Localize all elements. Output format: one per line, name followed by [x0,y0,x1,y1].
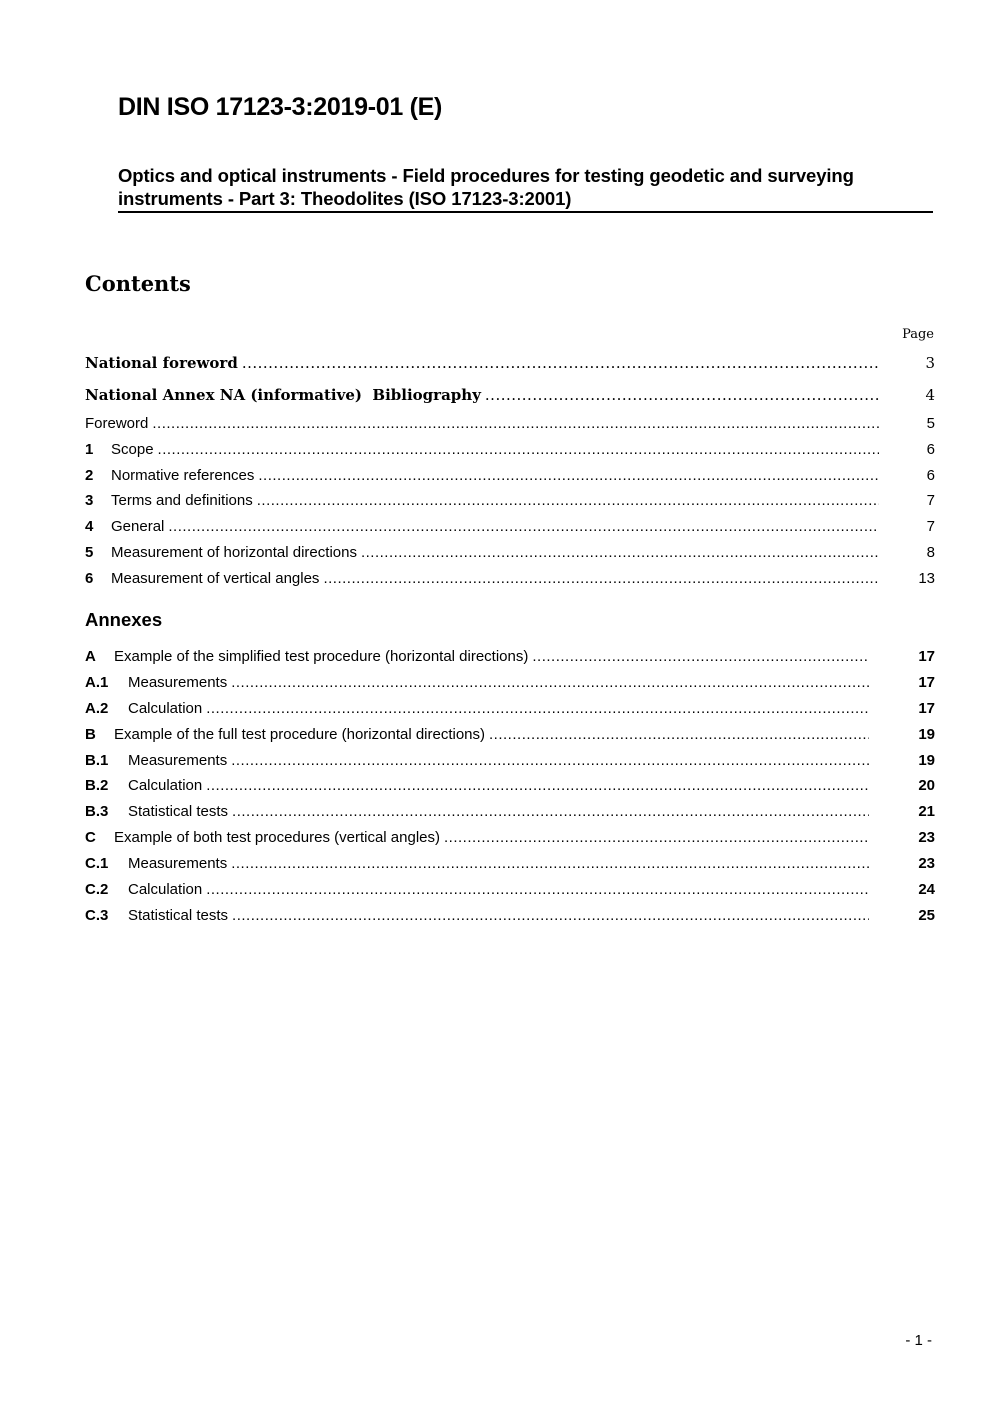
toc-entry-number: B.3 [85,803,109,820]
toc-entry-title: Calculation [128,700,203,717]
toc-entry-annex-c3[interactable] [85,905,935,927]
toc-entry-section-5[interactable] [85,542,935,564]
toc-leader [206,775,869,797]
annexes-heading: Annexes [85,609,163,630]
toc-entry-title: General [111,518,165,535]
toc-entry-page: 23 [918,855,935,872]
toc-leader [532,646,869,668]
toc-entry-national-foreword[interactable] [85,352,935,374]
document-id: DIN ISO 17123-3:2019-01 (E) [118,93,443,121]
toc-entry-title: Calculation [128,777,203,794]
subtitle-line-2: instruments - Part 3: Theodolites (ISO 17123-3:2001) [118,188,572,209]
toc-entry-section-3[interactable] [85,490,935,512]
toc-leader [489,724,869,746]
document-subtitle [118,164,933,213]
toc-entry-page: 6 [926,467,935,484]
toc-entry-number: 5 [85,544,94,561]
toc-leader [231,750,869,772]
toc-entry-annex-b[interactable] [85,724,935,746]
toc-entry-annex-a[interactable] [85,646,935,668]
toc-leader [242,352,879,374]
toc-entry-title: Measurement of vertical angles [111,570,320,587]
toc-entry-number: C.1 [85,855,109,872]
toc-leader [258,465,879,487]
toc-entry-number: 2 [85,467,94,484]
toc-entry-title: Terms and definitions [111,492,253,509]
toc-entry-page: 23 [918,829,935,846]
toc-entry-title: Normative references [111,467,255,484]
subtitle-line-1: Optics and optical instruments - Field procedures for testing geodetic and surveying [118,165,854,186]
page-number: - 1 - [905,1332,932,1349]
toc-entry-title: Measurements [128,674,228,691]
toc-entry-page: 21 [918,803,935,820]
toc-entry-national-annex[interactable] [85,384,935,406]
toc-entry-title: Example of the simplified test procedure (horizontal directions) [114,648,529,665]
toc-entry-number: A.1 [85,674,109,691]
toc-leader [232,801,869,823]
toc-entry-title: National Annex NA (informative) Bibliography [85,386,481,404]
toc-entry-number: 1 [85,441,94,458]
toc-leader [158,439,879,461]
toc-entry-section-4[interactable] [85,516,935,538]
toc-entry-number: 4 [85,518,94,535]
toc-entry-number: B [85,726,96,743]
toc-entry-title: Statistical tests [128,907,229,924]
toc-entry-number: A.2 [85,700,109,717]
toc-entry-title: Example of the full test procedure (horizontal directions) [114,726,486,743]
toc-entry-annex-c[interactable] [85,827,935,849]
toc-entry-page: 25 [918,907,935,924]
toc-leader [231,672,869,694]
toc-entry-number: B.2 [85,777,109,794]
toc-entry-title: Statistical tests [128,803,229,820]
toc-entry-page: 19 [918,726,935,743]
toc-entry-page: 5 [926,415,935,432]
toc-leader [231,853,869,875]
toc-entry-number: C [85,829,96,846]
toc-entry-page: 17 [918,648,935,665]
toc-entry-title: Measurements [128,855,228,872]
toc-entry-annex-b2[interactable] [85,775,935,797]
toc-entry-number: A [85,648,96,665]
toc-entry-annex-c1[interactable] [85,853,935,875]
toc-entry-title: Measurement of horizontal directions [111,544,357,561]
toc-entry-page: 8 [926,544,935,561]
toc-leader [323,568,879,590]
page-column-label: Page [902,327,934,342]
toc-entry-title: Scope [111,441,154,458]
toc-entry-annex-a1[interactable] [85,672,935,694]
toc-entry-page: 17 [918,674,935,691]
toc-entry-number: 3 [85,492,94,509]
toc-entry-title: Example of both test procedures (vertical angles) [114,829,440,846]
toc-entry-page: 7 [926,518,935,535]
toc-entry-page: 19 [918,752,935,769]
toc-entry-page: 7 [926,492,935,509]
toc-entry-page: 13 [918,570,935,587]
toc-entry-page: 4 [925,386,935,404]
toc-entry-page: 20 [918,777,935,794]
toc-leader [444,827,869,849]
toc-leader [206,698,869,720]
toc-entry-title: National foreword [85,354,238,372]
toc-leader [232,905,869,927]
toc-entry-number: 6 [85,570,94,587]
toc-entry-number: C.3 [85,907,109,924]
contents-heading: Contents [85,271,191,296]
toc-leader [361,542,879,564]
toc-leader [168,516,879,538]
toc-entry-foreword[interactable] [85,413,935,435]
toc-entry-title: Foreword [85,415,149,432]
toc-entry-number: B.1 [85,752,109,769]
toc-entry-page: 17 [918,700,935,717]
toc-entry-page: 24 [918,881,935,898]
toc-leader [485,384,879,406]
toc-entry-annex-a2[interactable] [85,698,935,720]
toc-entry-section-1[interactable] [85,439,935,461]
toc-entry-page: 6 [926,441,935,458]
toc-entry-page: 3 [925,354,935,372]
toc-leader [257,490,879,512]
toc-entry-annex-c2[interactable] [85,879,935,901]
toc-entry-annex-b1[interactable] [85,750,935,772]
toc-entry-section-2[interactable] [85,465,935,487]
toc-leader [152,413,879,435]
toc-entry-annex-b3[interactable] [85,801,935,823]
toc-entry-section-6[interactable] [85,568,935,590]
toc-leader [206,879,869,901]
toc-entry-title: Calculation [128,881,203,898]
toc-entry-title: Measurements [128,752,228,769]
toc-entry-number: C.2 [85,881,109,898]
